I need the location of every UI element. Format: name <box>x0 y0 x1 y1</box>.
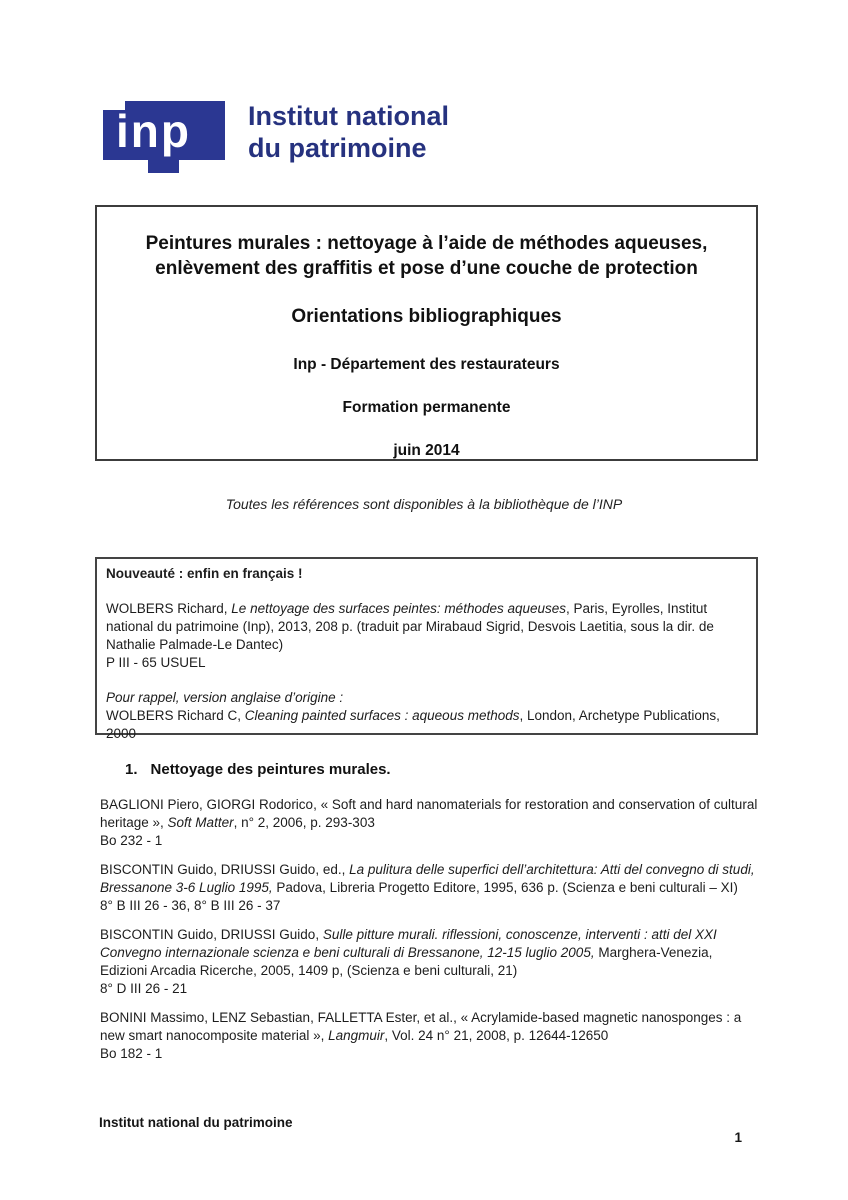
original-version-note: Pour rappel, version anglaise d’origine : <box>106 690 344 705</box>
inp-logo <box>103 101 225 173</box>
section-number: 1. <box>125 761 138 778</box>
document-title-line1: Peintures murales : nettoyage à l’aide de méthodes aqueuses, <box>145 233 708 254</box>
institution-wordmark <box>248 100 449 164</box>
new-release-box <box>95 557 758 741</box>
footer-page-number: 1 <box>734 1130 742 1145</box>
citation-text: BONINI Massimo, LENZ Sebastian, FALLETTA Ester, et al., « Acrylamide-based magnetic nanosponges : a new smart nanocomposite material », Langmuir, Vol. 24 n° 21, 2008, p. 12644-12650 <box>100 1010 742 1043</box>
footer-institution: Institut national du patrimoine <box>99 1115 293 1130</box>
call-number: Bo 232 - 1 <box>100 833 163 848</box>
new-release-reference: WOLBERS Richard, Le nettoyage des surfaces peintes: méthodes aqueuses, Paris, Eyrolles, Institut national du patrimoine (Inp), 2013, 208 p. (traduit par Mirabaud Sigrid, Desvois Laetitia, sous la dir. de Nathalie Palmade-Le Dantec) <box>106 601 714 652</box>
section-heading <box>125 761 391 778</box>
citation-text: BISCONTIN Guido, DRIUSSI Guido, ed., La pulitura delle superfici dell’architettura: Atti del convegno di studi, Bressanone 3-6 Luglio 1995, Padova, Libreria Progetto Editore, 1995, 636 p. (Scienza e beni culturali – XI) <box>100 862 755 895</box>
call-number: 8° D III 26 - 21 <box>100 981 188 996</box>
department-line: Inp - Département des restaurateurs <box>293 356 560 373</box>
program-line: Formation permanente <box>342 399 511 416</box>
citation-text: BAGLIONI Piero, GIORGI Rodorico, « Soft and hard nanomaterials for restoration and conservation of cultural heritage », Soft Matter, n° 2, 2006, p. 293-303 <box>100 797 758 830</box>
date-line: juin 2014 <box>393 442 460 459</box>
document-title-line2: enlèvement des graffitis et pose d’une couche de protection <box>155 258 698 279</box>
document-title <box>97 231 756 281</box>
bibliography-entry <box>100 796 759 850</box>
new-release-call-number: P III - 65 USUEL <box>106 655 206 670</box>
citation-text: BISCONTIN Guido, DRIUSSI Guido, Sulle pitture murali. riflessioni, conoscenze, interventi : atti del XXI Convegno internazionale scienza e beni culturali di Bressanone, 12-15 luglio 2005, Marghera-Venezia, Edizioni Arcadia Ricerche, 2005, 1409 p, (Scienza e beni culturali, 21) <box>100 927 717 978</box>
inp-logo-text: inp <box>116 105 191 157</box>
bibliography-entry <box>100 861 759 915</box>
inp-logo-tab <box>148 160 179 173</box>
wordmark-line1: Institut national <box>248 101 449 131</box>
original-version-reference: WOLBERS Richard C, Cleaning painted surfaces : aqueous methods, London, Archetype Publications, 2000 <box>106 708 720 741</box>
call-number: Bo 182 - 1 <box>100 1046 163 1061</box>
call-number: 8° B III 26 - 36, 8° B III 26 - 37 <box>100 898 281 913</box>
bibliography-list <box>100 796 759 1074</box>
availability-note: Toutes les références sont disponibles à la bibliothèque de l’INP <box>225 496 623 512</box>
bibliography-entry <box>100 1009 759 1063</box>
wordmark-line2: du patrimoine <box>248 133 427 163</box>
document-subtitle: Orientations bibliographiques <box>291 306 562 327</box>
new-release-heading: Nouveauté : enfin en français ! <box>106 566 303 581</box>
section-title: Nettoyage des peintures murales. <box>150 761 391 778</box>
bibliography-entry <box>100 926 759 998</box>
title-box <box>95 205 758 461</box>
